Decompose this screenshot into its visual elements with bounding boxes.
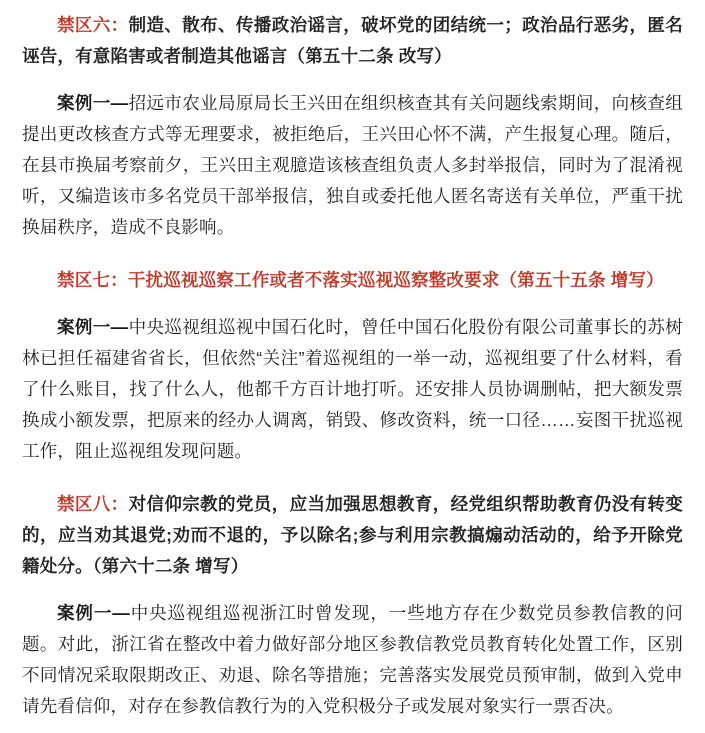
section-2-case-body: 中央巡视组巡视中国石化时，曾任中国石化股份有限公司董事长的苏树林已担任福建省省长，但依然“关注”着巡视组的一举一动，巡视组要了什么材料，看了什么账目，找了什么人，他都千方百计地打听。还安排人员协调删帖，把大额发票换成小额发票，把原来的经办人调离，销毁、修改资料，统一口径……妄图干扰巡视工作，阻止巡视组发现问题。 (22, 317, 683, 461)
spacer (22, 76, 683, 88)
section-1-heading-label: 禁区六： (57, 15, 129, 35)
section-2-case-label: 案例一— (57, 317, 129, 337)
spacer (22, 253, 683, 265)
section-2-heading-label: 禁区七： (57, 270, 128, 290)
section-1-heading (22, 10, 683, 72)
section-3-case-body: 中央巡视组巡视浙江时曾发现，一些地方存在少数党员参教信教的问题。对此，浙江省在整改中着力做好部分地区参教信教党员教育转化处置工作，区别不同情况采取限期改正、劝退、除名等措施；完善落实发展党员预审制，做到入党申请先看信仰，对存在参教信教行为的入党积极分子或发展对象实行一票否决。 (22, 603, 683, 716)
section-3-case (22, 598, 683, 722)
section-2-case (22, 312, 683, 467)
section-1-case (22, 88, 683, 243)
section-2-heading (22, 265, 683, 296)
spacer (22, 300, 683, 312)
section-1-case-body: 招远市农业局原局长王兴田在组织核查其有关问题线索期间，向核查组提出更改核查方式等无理要求，被拒绝后，王兴田心怀不满，产生报复心理。随后，在县市换届考察前夕，王兴田主观臆造该核查组负责人多封举报信，同时为了混淆视听，又编造该市多名党员干部举报信，独自或委托他人匿名寄送有关单位，严重干扰换届秩序，造成不良影响。 (22, 93, 683, 237)
section-2 (22, 265, 683, 467)
section-1-case-label: 案例一— (57, 93, 129, 113)
section-1-heading-body: 制造、散布、传播政治谣言，破坏党的团结统一；政治品行恶劣，匿名诬告，有意陷害或者制造其他谣言（第五十二条 改写） (22, 15, 683, 66)
section-3-heading-label: 禁区八： (57, 494, 129, 514)
spacer (22, 477, 683, 489)
section-3 (22, 489, 683, 722)
section-1 (22, 10, 683, 243)
section-2-heading-body: 干扰巡视巡察工作或者不落实巡视巡察整改要求（第五十五条 增写） (127, 270, 664, 290)
section-3-heading (22, 489, 683, 582)
section-3-heading-body: 对信仰宗教的党员，应当加强思想教育，经党组织帮助教育仍没有转变的，应当劝其退党;劝而不退的，予以除名;参与利用宗教搞煽动活动的，给予开除党籍处分。（第六十二条 增写） (22, 494, 683, 576)
spacer (22, 586, 683, 598)
section-3-case-label: 案例一— (57, 603, 130, 623)
